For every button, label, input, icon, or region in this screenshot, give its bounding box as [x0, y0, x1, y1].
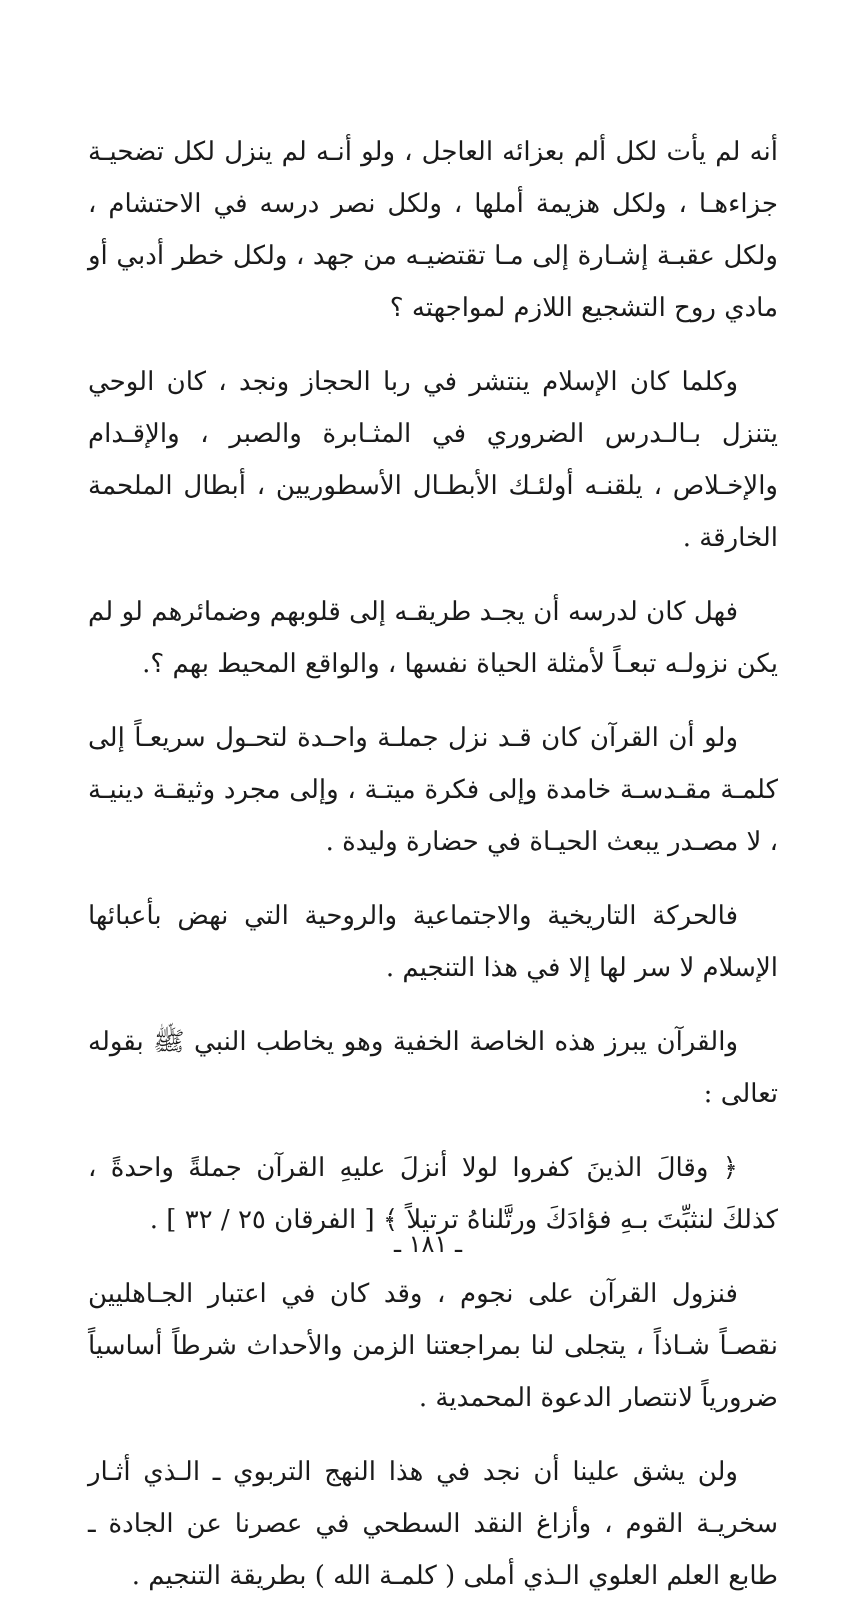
paragraph-9: ولن يشق علينا أن نجد في هذا النهج التربوي ـ الـذي أثـار سخريـة القوم ، وأزاغ النقد السطحي في عصرنا عن الجادة ـ طابع العلم العلوي الـذي أملى ( كلمـة الله ) بطريقة التنجيم . [88, 1457, 778, 1591]
paragraph-8: فنزول القرآن على نجوم ، وقد كان في اعتبار الجـاهليين نقصـاً شـاذاً ، يتجلى لنا بمراجعتنا الزمن والأحداث شرطاً أساسياً ضرورياً لانتصار الدعوة المحمدية . [88, 1279, 778, 1413]
quran-quote: ﴿ وقالَ الذينَ كفروا لولا أنزلَ عليهِ القرآن جملةً واحدةً ، كذلكَ لنثبِّتَ بـهِ فؤادَكَ ورتَّلناهُ ترتيلاً ﴾ [ الفرقان ٢٥ / ٣٢ ] . [88, 1153, 778, 1235]
paragraph-3: فهل كان لدرسه أن يجـد طريقـه إلى قلوبهم وضمائرهم لو لم يكن نزولـه تبعـاً لأمثلة الحياة نفسها ، والواقع المحيط بهم ؟. [88, 597, 778, 679]
paragraph-1: أنه لم يأت لكل ألم بعزائه العاجل ، ولو أنـه لم ينزل لكل تضحيـة جزاءهـا ، ولكل هزيمة أملها ، ولكل نصر درسه في الاحتشام ، ولكل عقبـة إشـارة إلى مـا تقتضيـه من جهد ، ولكل خطر أدبي أو مادي روح التشجيع اللازم لمواجهته ؟ [88, 137, 778, 323]
paragraph-4: ولو أن القرآن كان قـد نزل جملـة واحـدة لتحـول سريعـاً إلى كلمـة مقـدسـة خامدة وإلى فكرة ميتـة ، وإلى مجرد وثيقـة دينيـة ، لا مصـدر يبعث الحيـاة في حضارة وليدة . [88, 723, 778, 857]
paragraph-6: والقرآن يبرز هذه الخاصة الخفية وهو يخاطب النبي ﷺ بقوله تعالى : [88, 1027, 778, 1109]
paragraph-2: وكلما كان الإسلام ينتشر في ربا الحجاز ونجد ، كان الوحي يتنزل بـالـدرس الضروري في المثـابرة والصبر ، والإقـدام والإخـلاص ، يلقنـه أولئـك الأبطـال الأسطوريين ، أبطال الملحمة الخارقة . [88, 367, 778, 553]
page-number: ـ ١٨١ ـ [393, 1230, 462, 1258]
paragraph-5: فالحركة التاريخية والاجتماعية والروحية التي نهض بأعبائها الإسلام لا سر لها إلا في هذا التنجيم . [88, 901, 778, 983]
